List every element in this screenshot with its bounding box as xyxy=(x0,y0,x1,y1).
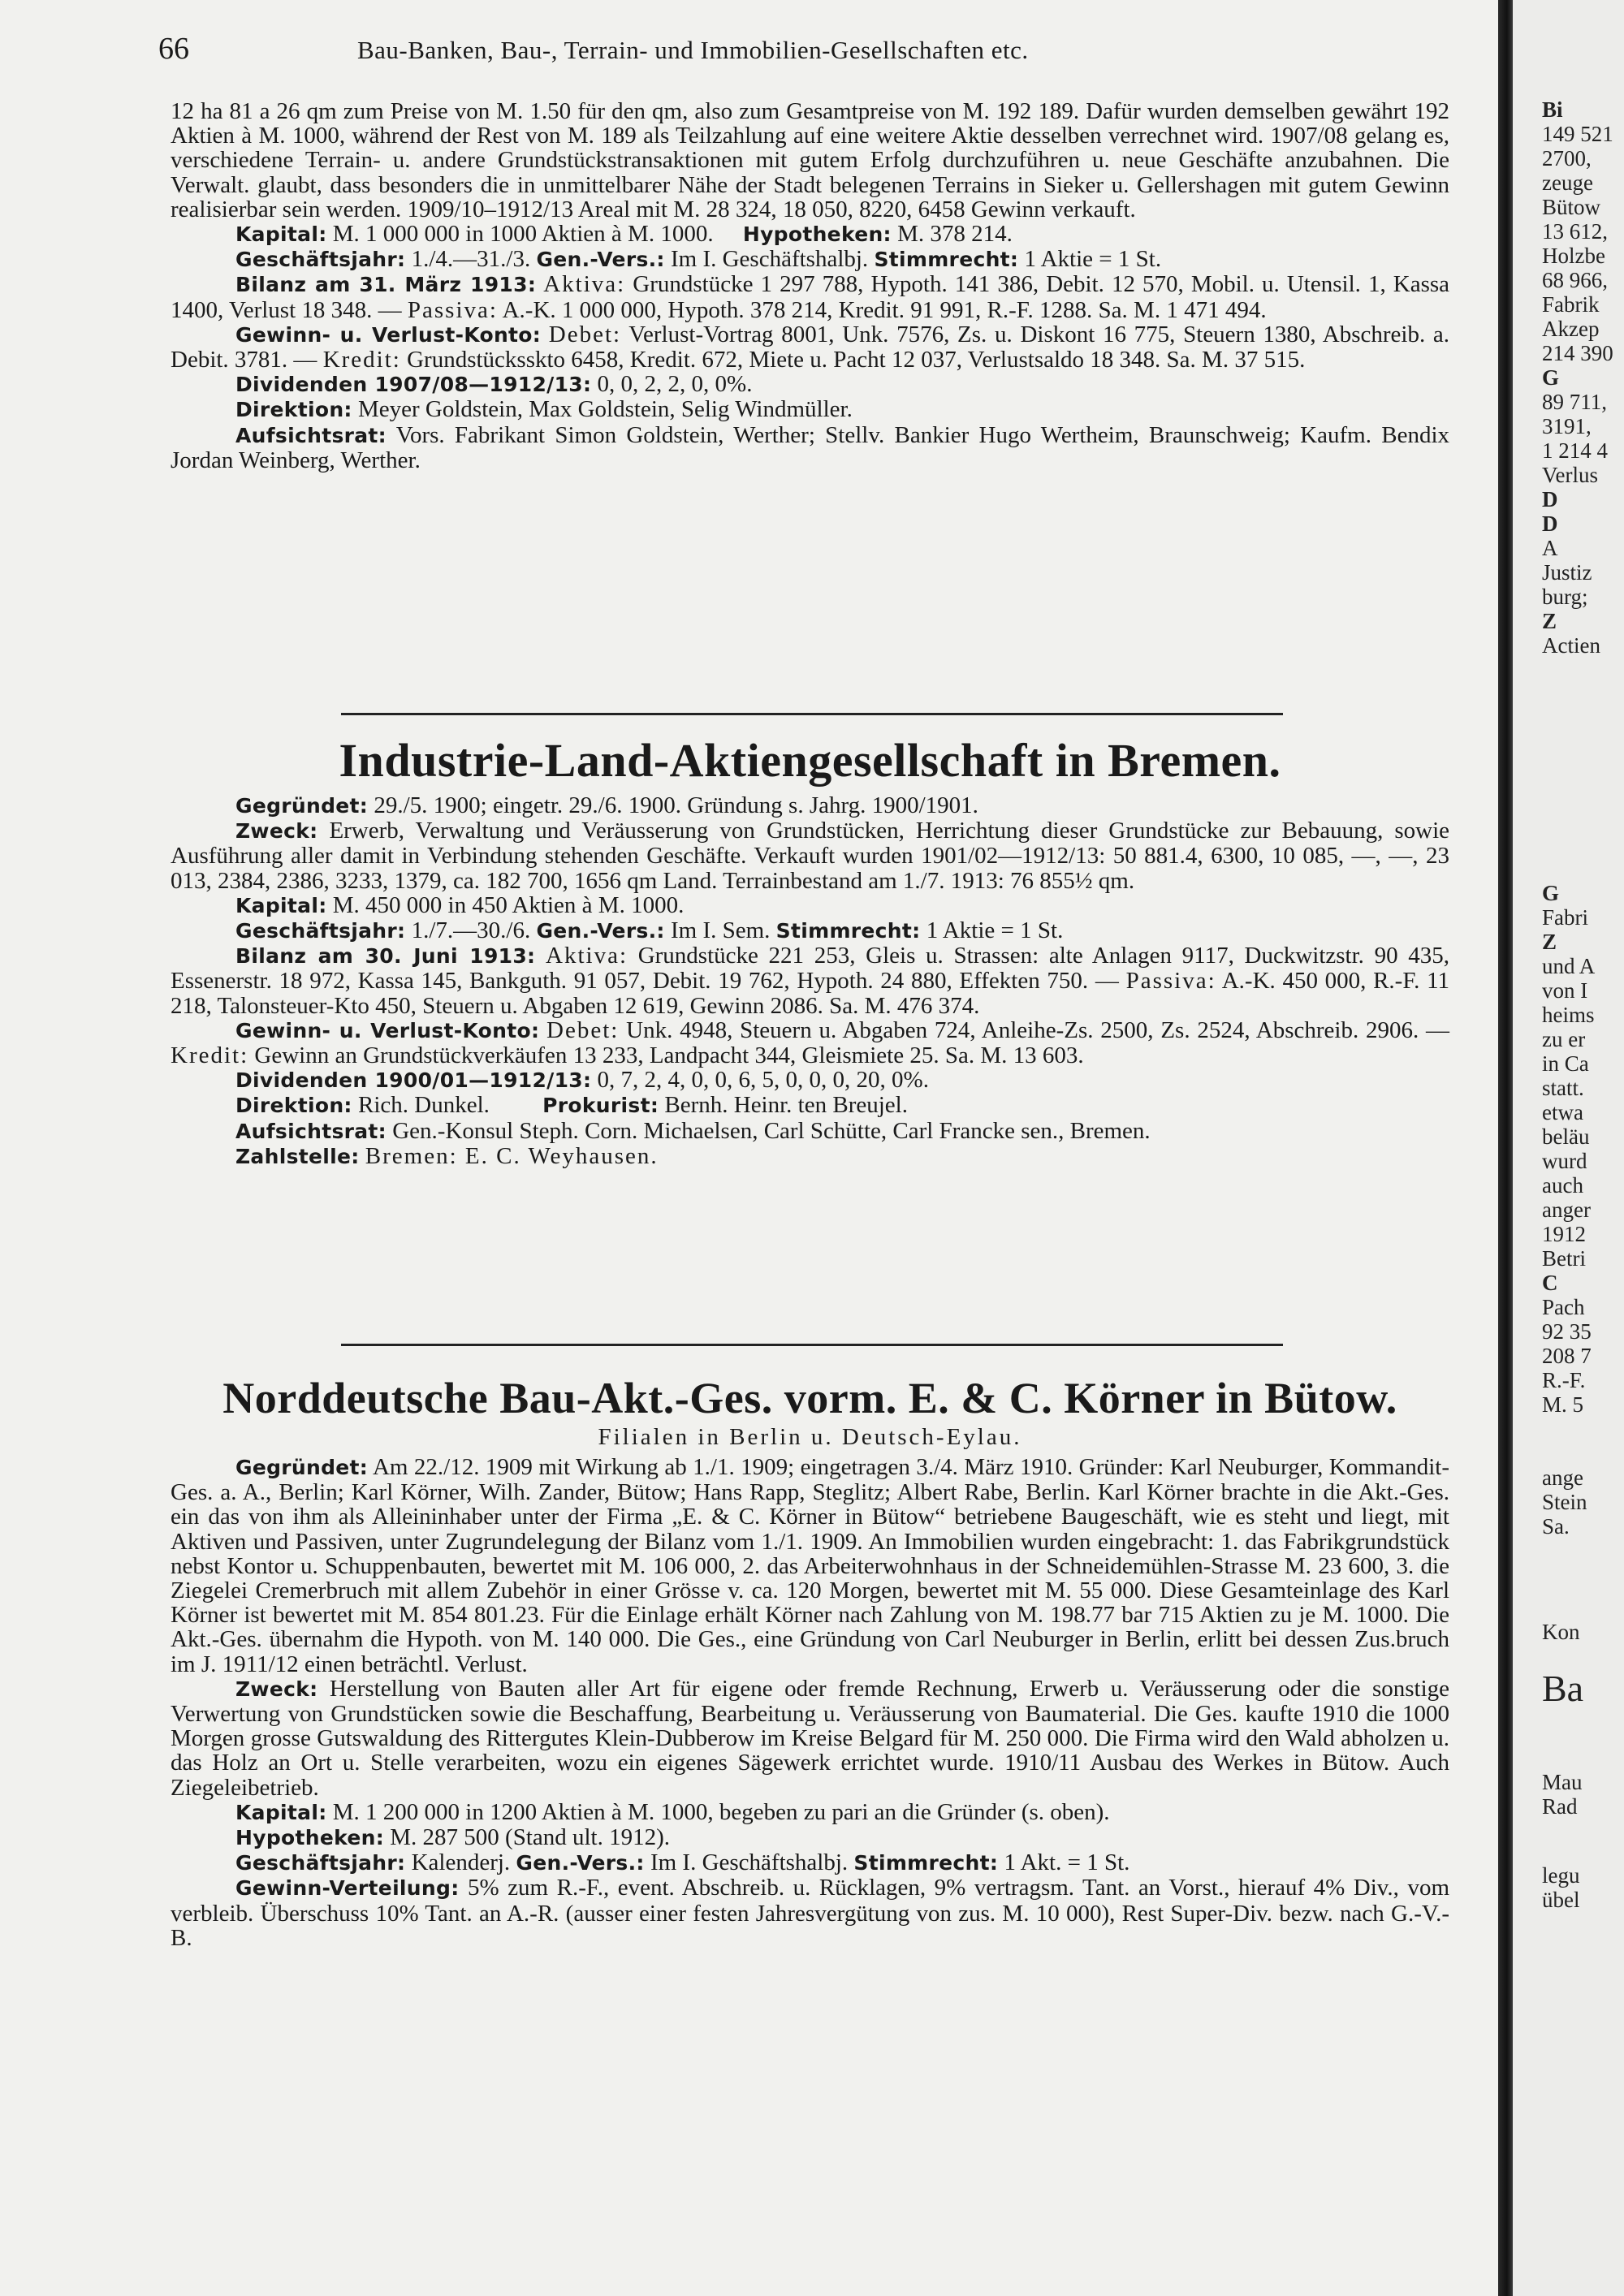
prokurist-value: Bernh. Heinr. ten Breujel. xyxy=(664,1092,908,1119)
geschaeftsjahr-label: Geschäftsjahr: xyxy=(235,919,406,943)
direktion-label: Direktion: xyxy=(235,1094,352,1118)
adjacent-page-fragment: Justiz xyxy=(1542,560,1592,585)
aktiva-label: Aktiva: xyxy=(543,271,626,298)
passiva-label: Passiva: xyxy=(1125,968,1216,995)
company-title: Norddeutsche Bau-Akt.-Ges. vorm. E. & C. Körner in Bütow. xyxy=(222,1374,1397,1422)
page-header xyxy=(158,31,1458,66)
hypotheken-label: Hypotheken: xyxy=(742,222,892,247)
kredit-value: Grundstücksskto 6458, Kredit. 672, Miete u. Pacht 12 037, Verlustsaldo 18 348. Sa. M. 37 515. xyxy=(407,347,1306,373)
kapital-value: M. 1 200 000 in 1200 Aktien à M. 1000, begeben zu pari an die Gründer (s. oben). xyxy=(332,1798,1110,1825)
adjacent-page-fragment: 3191, xyxy=(1542,414,1592,438)
zweck-value: Herstellung von Bauten aller Art für eigene oder fremde Rechnung, Erwerb u. Veräusserung oder die sonstige Verwertung von Grundstücken sowie die Beschaffung, Bearbeitung u. Veräusserung von Baumaterial. Die Ges. kaufte 1910 die 1000 Morgen grosse Gutswaldung des Rittergutes Klein-Dubberow im Kreise Belgard für M. 250 000. Die Firma wird den Wald abholzen u. das Holz an Ort u. Stelle verarbeiten, wozu ein eigenes Sägewerk errichtet wurde. 1910/11 Ausbau des Werkes in Bütow. Auch Ziegeleibetrieb. xyxy=(171,1675,1450,1801)
geschaeftsjahr-value: 1./7.—30./6. xyxy=(411,917,531,944)
genvers-label: Gen.-Vers.: xyxy=(516,1851,645,1875)
zahlstelle-value: Bremen: E. C. Weyhausen. xyxy=(365,1142,659,1169)
company-subtitle: Filialen in Berlin u. Deutsch-Eylau. xyxy=(598,1424,1022,1450)
dividenden-value: 0, 0, 2, 2, 0, 0%. xyxy=(597,371,753,398)
adjacent-page-fragment: Sa. xyxy=(1542,1514,1570,1539)
section-divider xyxy=(341,1344,1283,1346)
adjacent-page-fragment: Mau xyxy=(1542,1770,1583,1794)
kapital-label: Kapital: xyxy=(235,1800,327,1824)
kapital-line xyxy=(171,893,1449,918)
adjacent-page-fragment: 2700, xyxy=(1542,146,1592,170)
adjacent-page-fragment: Z xyxy=(1542,609,1557,633)
adjacent-page-fragment: in Ca xyxy=(1542,1051,1589,1076)
kredit-value: Gewinn an Grundstückverkäufen 13 233, Landpacht 344, Gleismiete 25. Sa. M. 13 603. xyxy=(254,1042,1084,1069)
adjacent-page-fragment: wurd xyxy=(1542,1149,1587,1173)
adjacent-page-fragment: C xyxy=(1542,1271,1558,1295)
adjacent-page-fragment: Actien xyxy=(1542,633,1600,658)
zweck-paragraph xyxy=(171,818,1449,893)
debet-label: Debet: xyxy=(548,321,622,347)
adjacent-page-fragment: Bütow xyxy=(1542,195,1601,219)
adjacent-page-fragment: Ba xyxy=(1542,1668,1584,1709)
bilanz-label: Bilanz am 31. März 1913: xyxy=(235,273,537,297)
adjacent-page-fragment: D xyxy=(1542,511,1558,536)
dividenden-label: Dividenden 1900/01—1912/13: xyxy=(235,1068,592,1093)
adjacent-page-fragment: übel xyxy=(1542,1888,1580,1912)
gegruendet-paragraph xyxy=(171,1455,1449,1677)
adjacent-page-fragment: Z xyxy=(1542,930,1557,954)
passiva-value: A.-K. 450 000, R.-F. 11 218, Talonsteuer-Kto 450, Steuern u. Abgaben 12 619, Gewinn 2086. Sa. M. 476 374. xyxy=(171,968,1450,1019)
guv-paragraph xyxy=(171,1018,1449,1068)
gewinnverteilung-label: Gewinn-Verteilung: xyxy=(235,1876,460,1901)
adjacent-page-fragment: anger xyxy=(1542,1198,1591,1222)
zahlstelle-label: Zahlstelle: xyxy=(235,1144,360,1168)
guv-label: Gewinn- u. Verlust-Konto: xyxy=(235,322,542,347)
adjacent-page-fragment: Betri xyxy=(1542,1246,1586,1271)
adjacent-page-fragment: 68 966, xyxy=(1542,268,1608,292)
geschaeftsjahr-value: Kalenderj. xyxy=(411,1849,511,1876)
geschaeftsjahr-value: 1./4.—31./3. xyxy=(411,246,531,273)
adjacent-page-fragment: D xyxy=(1542,487,1558,511)
genvers-label: Gen.-Vers.: xyxy=(536,248,665,272)
genvers-value: Im I. Sem. xyxy=(670,917,771,944)
geschaeftsjahr-label: Geschäftsjahr: xyxy=(235,1851,406,1875)
zahlstelle-line xyxy=(171,1144,1449,1169)
adjacent-page-fragment: Verlus xyxy=(1542,463,1598,487)
adjacent-page-fragment: statt. xyxy=(1542,1076,1584,1100)
geschaeftsjahr-line xyxy=(171,247,1449,272)
adjacent-page-fragment: zu er xyxy=(1542,1027,1586,1051)
aufsichtsrat-line xyxy=(171,1119,1449,1144)
adjacent-page-fragment: etwa xyxy=(1542,1100,1583,1124)
adjacent-page-fragment: zeuge xyxy=(1542,170,1593,195)
genvers-value: Im I. Geschäftshalbj. xyxy=(650,1849,849,1876)
aktiva-value: Grundstücke 221 253, Gleis u. Strassen: alte Anlagen 9117, Duckwitzstr. 90 435, Essenerstr. 18 972, Kassa 145, Bankguth. 91 057, Debit. 19 762, Hypoth. 24 880, Effekten 750. — xyxy=(171,943,1449,995)
entry-norddeutsche-bau xyxy=(171,1372,1449,1950)
adjacent-page-fragment: 89 711, xyxy=(1542,390,1607,414)
gegruendet-label: Gegründet: xyxy=(235,1456,369,1479)
stimmrecht-label: Stimmrecht: xyxy=(775,919,921,943)
adjacent-page-fragment: G xyxy=(1542,365,1560,390)
kapital-label: Kapital: xyxy=(235,222,327,247)
adjacent-page-fragment: A xyxy=(1542,536,1558,560)
adjacent-page-edge xyxy=(1513,0,1624,2296)
guv-label: Gewinn- u. Verlust-Konto: xyxy=(235,1018,540,1042)
adjacent-page-fragment: G xyxy=(1542,881,1560,905)
adjacent-page-fragment: Kon xyxy=(1542,1620,1580,1644)
passiva-value: A.-K. 1 000 000, Hypoth. 378 214, Kredit. 91 991, R.-F. 1288. Sa. M. 1 471 494. xyxy=(502,296,1267,323)
hypotheken-value: M. 378 214. xyxy=(897,221,1013,248)
intro-paragraph: 12 ha 81 a 26 qm zum Preise von M. 1.50 für den qm, also zum Gesamtpreise von M. 192 189. Dafür wurden demselben gewährt 192 Aktien à M. 1000, während der Rest von M. 189 als Teilzahlung auf eine weitere Aktie desselben verrechnet wird. 1907/08 gelang es, verschiedene Terrain- u. andere Grundstückstransaktionen mit gutem Erfolg durchzuführen u. neue Geschäfte anzubahnen. Die Verwalt. glaubt, dass besonders die in unmittelbarer Nähe der Stadt belegenen Terrains in Sieker u. Gellershagen mit gutem Gewinn realisierbar sein werden. 1909/10–1912/13 Areal mit M. 28 324, 18 050, 8220, 6458 Gewinn verkauft. xyxy=(171,98,1449,222)
adjacent-page-fragment: auch xyxy=(1542,1173,1583,1198)
kredit-label: Kredit: xyxy=(171,1042,249,1069)
stimmrecht-value: 1 Aktie = 1 St. xyxy=(926,917,1064,944)
aktiva-value: Grundstücke 1 297 788, Hypoth. 141 386, Debit. 12 570, Mobil. u. Utensil. 1, Kassa 1400, Verlust 18 348. — xyxy=(171,271,1450,323)
geschaeftsjahr-line xyxy=(171,1850,1449,1875)
bilanz-label: Bilanz am 30. Juni 1913: xyxy=(235,944,536,969)
dividenden-line xyxy=(171,372,1449,397)
zweck-value: Erwerb, Verwaltung und Veräusserung von Grundstücken, Herrichtung dieser Grundstücke zur Bebauung, sowie Ausführung aller damit in Verbindung stehenden Geschäfte. Verkauft wurden 1901/02—1912/13: 50 881.4, 6300, 10 085, —, —, 23 013, 2384, 2386, 3233, 1379, ca. 182 700, 1656 qm Land. Terrainbestand am 1./7. 1913: 76 855½ qm. xyxy=(171,818,1450,894)
adjacent-page-fragment: legu xyxy=(1542,1863,1580,1888)
adjacent-page-fragment: M. 5 xyxy=(1542,1392,1584,1417)
direktion-value: Rich. Dunkel. xyxy=(357,1092,490,1119)
hypotheken-value: M. 287 500 (Stand ult. 1912). xyxy=(390,1824,671,1851)
kapital-value: M. 1 000 000 in 1000 Aktien à M. 1000. xyxy=(332,221,714,248)
debet-value: Verlust-Vortrag 8001, Unk. 7576, Zs. u. Diskont 16 775, Steuern 1380, Abschreib. a. Debit. 3781. — xyxy=(171,321,1450,373)
hypotheken-label: Hypotheken: xyxy=(235,1826,384,1850)
adjacent-page-fragment: und A xyxy=(1542,954,1596,978)
adjacent-page-fragment: heims xyxy=(1542,1003,1595,1027)
adjacent-page-fragment: Bi xyxy=(1542,97,1563,122)
adjacent-page-fragment: beläu xyxy=(1542,1124,1590,1149)
passiva-label: Passiva: xyxy=(407,296,498,323)
adjacent-page-fragment: 214 390 xyxy=(1542,341,1613,365)
gewinnverteilung-value: 5% zum R.-F., event. Abschreib. u. Rücklagen, 9% vertragsm. Tant. an Vorst., hierauf 4% Div., vom verbleib. Überschuss 10% Tant. an A.-R. (ausser einer festen Jahresvergütung von zus. M. 10 000), Rest Super-Div. bezw. nach G.-V.-B. xyxy=(171,1875,1449,1951)
kredit-label: Kredit: xyxy=(322,347,401,373)
adjacent-page-fragment: Fabrik xyxy=(1542,292,1600,317)
page-gutter xyxy=(1498,0,1513,2296)
genvers-label: Gen.-Vers.: xyxy=(536,919,665,943)
zweck-paragraph xyxy=(171,1677,1449,1800)
gegruendet-value: 29./5. 1900; eingetr. 29./6. 1900. Gründung s. Jahrg. 1900/1901. xyxy=(374,792,978,818)
direktion-value: Meyer Goldstein, Max Goldstein, Selig Windmüller. xyxy=(357,396,853,423)
direktion-line xyxy=(171,397,1449,422)
gewinnverteilung-paragraph xyxy=(171,1875,1449,1950)
gegruendet-value: Am 22./12. 1909 mit Wirkung ab 1./1. 1909; eingetragen 3./4. März 1910. Gründer: Karl Neuburger, Kommandit-Ges. a. A., Berlin; Karl Körner, Wilh. Zander, Bütow; Hans Rapp, Steglitz; Albert Rabe, Berlin. Karl Körner brachte in die Akt.-Ges. ein das von ihm als Alleininhaber unter der Firma „E. & C. Körner in Bütow“ betriebene Baugeschäft, wie es steht und liegt, mit Aktiven und Passiven, unter Zugrundelegung der Bilanz vom 1./1. 1909. An Immobilien wurden eingebracht: 1. das Fabrikgrundstück nebst Kontor u. Schuppenbauten, bewertet mit M. 106 000, 2. das Arbeiterwohnhaus in der Schneidemühlen-Strasse M. 23 600, 3. die Ziegelei Cremerbruch mit allem Zubehör in einer Grösse v. ca. 120 Morgen, bewertet mit M. 55 000. Diese Gesamteinlage des Karl Körner ist bewertet mit M. 854 801.23. Für die Einlage erhält Körner nach Zahlung von M. 198.77 bar 715 Aktien zu je M. 1000. Die Akt.-Ges. übernahm die Hypoth. von M. 140 000. Die Ges., eine Gründung von Carl Neuburger in Berlin, erlitt bei dessen Zus.bruch im J. 1911/12 einen beträchtl. Verlust. xyxy=(171,1454,1449,1677)
geschaeftsjahr-line xyxy=(171,918,1449,943)
company-title: Industrie-Land-Aktiengesellschaft in Bremen. xyxy=(339,734,1281,787)
section-divider xyxy=(341,713,1283,715)
entry-industrie-land xyxy=(171,735,1449,1169)
dividenden-label: Dividenden 1907/08—1912/13: xyxy=(235,373,592,397)
kapital-line xyxy=(171,1800,1449,1825)
direktion-line xyxy=(171,1093,1449,1118)
direktion-label: Direktion: xyxy=(235,398,352,422)
hypotheken-line xyxy=(171,1825,1449,1850)
adjacent-page-fragment: 149 521 xyxy=(1542,122,1613,146)
adjacent-page-fragment: Stein xyxy=(1542,1490,1587,1514)
stimmrecht-value: 1 Aktie = 1 St. xyxy=(1024,246,1162,273)
zweck-label: Zweck: xyxy=(235,1677,318,1701)
adjacent-page-fragment: 208 7 xyxy=(1542,1344,1592,1368)
adjacent-page-fragment: Fabri xyxy=(1542,905,1588,930)
stimmrecht-label: Stimmrecht: xyxy=(874,248,1019,272)
adjacent-page-fragment: Holzbe xyxy=(1542,244,1605,268)
aufsichtsrat-label: Aufsichtsrat: xyxy=(235,423,387,447)
debet-value: Unk. 4948, Steuern u. Abgaben 724, Anleihe-Zs. 2500, Zs. 2524, Abschreib. 2906. — xyxy=(626,1016,1450,1043)
genvers-value: Im I. Geschäftshalbj. xyxy=(670,246,869,273)
kapital-value: M. 450 000 in 450 Aktien à M. 1000. xyxy=(332,891,685,918)
gegruendet-line xyxy=(171,793,1449,818)
running-title: Bau-Banken, Bau-, Terrain- und Immobilien-Gesellschaften etc. xyxy=(357,36,1029,64)
kapital-label: Kapital: xyxy=(235,893,327,917)
zweck-label: Zweck: xyxy=(235,819,318,844)
aufsichtsrat-label: Aufsichtsrat: xyxy=(235,1119,387,1143)
gegruendet-label: Gegründet: xyxy=(235,794,369,818)
guv-paragraph xyxy=(171,322,1449,372)
adjacent-page-fragment: 1912 xyxy=(1542,1222,1586,1246)
adjacent-page-fragment: Pach xyxy=(1542,1295,1585,1319)
adjacent-page-fragment: Akzep xyxy=(1542,317,1600,341)
adjacent-page-fragment: ange xyxy=(1542,1465,1583,1490)
bilanz-paragraph xyxy=(171,272,1449,322)
entry-continuation xyxy=(171,99,1449,473)
geschaeftsjahr-label: Geschäftsjahr: xyxy=(235,248,406,272)
adjacent-page-fragment: burg; xyxy=(1542,585,1588,609)
aufsichtsrat-value: Gen.-Konsul Steph. Corn. Michaelsen, Carl Schütte, Carl Francke sen., Bremen. xyxy=(392,1117,1151,1144)
dividenden-line xyxy=(171,1068,1449,1093)
aufsichtsrat-value: Vors. Fabrikant Simon Goldstein, Werther; Stellv. Bankier Hugo Wertheim, Braunschweig; Kaufm. Bendix Jordan Weinberg, Werther. xyxy=(171,421,1449,473)
adjacent-page-fragment: Rad xyxy=(1542,1794,1578,1819)
stimmrecht-label: Stimmrecht: xyxy=(853,1851,999,1875)
prokurist-label: Prokurist: xyxy=(542,1094,659,1118)
adjacent-page-fragment: 1 214 4 xyxy=(1542,438,1608,463)
aufsichtsrat-paragraph xyxy=(171,423,1449,473)
adjacent-page-fragment: R.-F. xyxy=(1542,1368,1586,1392)
bilanz-paragraph xyxy=(171,943,1449,1018)
kapital-line xyxy=(171,222,1449,247)
stimmrecht-value: 1 Akt. = 1 St. xyxy=(1004,1849,1130,1876)
adjacent-page-fragment: 13 612, xyxy=(1542,219,1608,244)
dividenden-value: 0, 7, 2, 4, 0, 0, 6, 5, 0, 0, 0, 20, 0%. xyxy=(597,1067,929,1094)
aktiva-label: Aktiva: xyxy=(546,943,628,969)
debet-label: Debet: xyxy=(546,1016,620,1043)
adjacent-page-fragment: 92 35 xyxy=(1542,1319,1592,1344)
adjacent-page-fragment: von I xyxy=(1542,978,1588,1003)
page-number: 66 xyxy=(158,32,189,66)
